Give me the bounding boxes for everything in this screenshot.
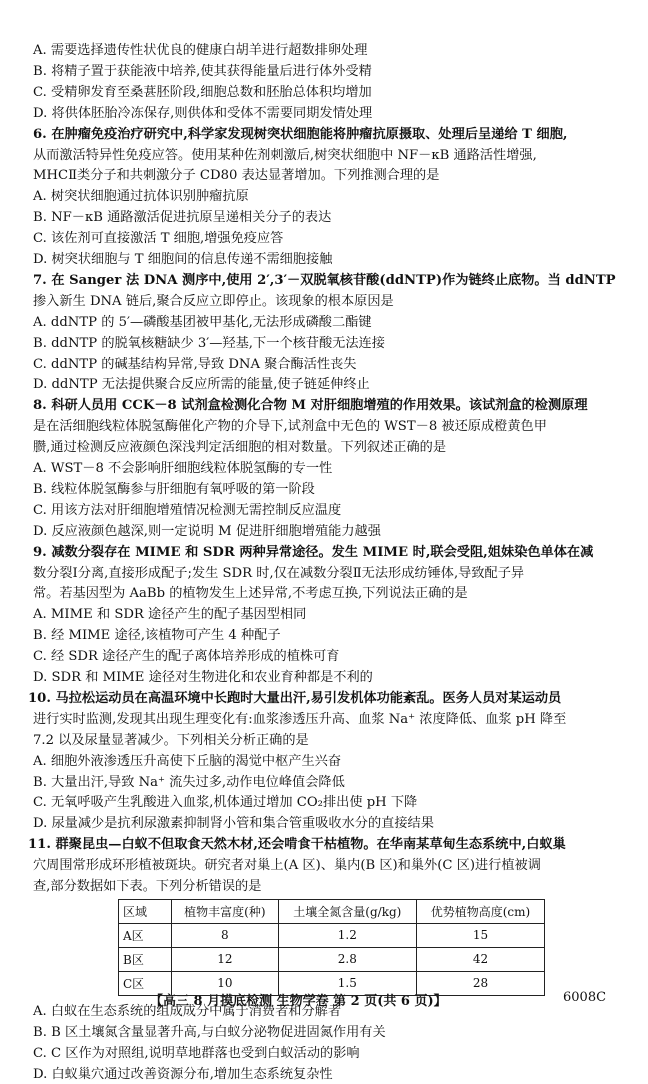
q9-option-d: D. SDR 和 MIME 途径对生物进化和农业育种都是不利的 [33,670,373,685]
q6-stem-line-2: 从而激活特异性免疫应答。使用某种佐剂刺激后,树突状细胞中 NF－κB 通路活性增强, [33,147,537,163]
q9-stem-line-3: 常。若基因型为 AaBb 的植物发生上述异常,不考虑互换,下列说法正确的是 [33,586,468,602]
table-row [119,947,545,971]
footer-title: 【高三 8 月摸底检测 生物学卷 第 2 页(共 6 页)】 [150,994,447,1009]
table-cell: B区 [119,947,172,971]
q9-option-a: A. MIME 和 SDR 途径产生的配子基因型相同 [33,607,307,623]
table-row [119,923,545,947]
table-cell: 1.5 [278,971,416,995]
table-cell: 15 [416,923,544,947]
q10-stem-line-2: 进行实时监测,发现其出现生理变化有:血浆渗透压升高、血浆 Na⁺ 浓度降低、血浆 pH 降至 [33,711,567,727]
q5-option-a: A. 需要选择遗传性状优良的健康白胡羊进行超数排卵处理 [33,43,368,58]
q11-option-c: C. C 区作为对照组,说明草地群落也受到白蚁活动的影响 [33,1045,360,1061]
table-cell: 12 [172,947,279,971]
q11-option-b: B. B 区土壤氮含量显著升高,与白蚁分泌物促进固氮作用有关 [33,1024,386,1040]
q7-stem-line-1: 7. 在 Sanger 法 DNA 测序中,使用 2′,3′－双脱氧核苷酸(ddNTP)作为链终止底物。当 ddNTP [33,272,616,288]
q11-option-d: D. 白蚁巢穴通过改善资源分布,增加生态系统复杂性 [33,1066,333,1082]
q11-stem-line-2: 穴周围常形成环形植被斑块。研究者对巢上(A 区)、巢内(B 区)和巢外(C 区)进行植被调 [33,858,541,874]
q10-option-b: B. 大量出汗,导致 Na⁺ 流失过多,动作电位峰值会降低 [33,774,345,790]
q7-option-b: B. ddNTP 的脱氧核糖缺少 3′—羟基,下一个核苷酸无法连接 [33,335,385,351]
q10-option-d: D. 尿量减少是抗利尿激素抑制肾小管和集合管重吸收水分的直接结果 [33,816,434,832]
q9-stem-line-2: 数分裂Ⅰ分离,直接形成配子;发生 SDR 时,仅在减数分裂Ⅱ无法形成纺锤体,导致配子异 [33,565,525,581]
q8-stem-line-3: 臜,通过检测反应液颜色深浅判定活细胞的相对数量。下列叙述正确的是 [33,440,447,456]
table-cell: C区 [119,971,172,995]
table-cell: 2.8 [278,947,416,971]
table-cell: 10 [172,971,279,995]
table-header-cell: 土壤全氮含量(g/kg) [278,899,416,923]
q10-option-a: A. 细胞外液渗透压升高使下丘脑的渴觉中枢产生兴奋 [33,753,342,769]
table-cell: 8 [172,923,279,947]
table-header-row [119,899,545,923]
q7-option-d: D. ddNTP 无法提供聚合反应所需的能量,使子链延伸终止 [33,377,370,393]
q8-stem-line-2: 是在活细胞线粒体脱氢酶催化产物的介导下,试剂盒中无色的 WST－8 被还原成橙黄色甲 [33,419,547,435]
q7-option-a: A. ddNTP 的 5′—磷酸基团被甲基化,无法形成磷酸二酯键 [33,314,372,330]
q5-option-d: D. 将供体胚胎冷冻保存,则供体和受体不需要同期发情处理 [33,105,373,121]
table-cell: 42 [416,947,544,971]
footer-code: 6008C [563,990,607,1005]
q11-stem-line-1: 11. 群聚昆虫—白蚁不但取食天然木材,还会啃食干枯植物。在华南某草甸生态系统中,白蚁巢 [28,837,566,853]
q8-option-a: A. WST－8 不会影响肝细胞线粒体脱氢酶的专一性 [33,461,333,476]
q8-option-c: C. 用该方法对肝细胞增殖情况检测无需控制反应温度 [33,502,342,518]
q5-option-b: B. 将精子置于获能液中培养,使其获得能量后进行体外受精 [33,63,372,79]
q6-option-a: A. 树突状细胞通过抗体识别肿瘤抗原 [33,189,249,205]
table-header-cell: 植物丰富度(种) [172,899,279,923]
table-header-cell: 优势植物高度(cm) [416,899,544,923]
q7-stem-line-2: 掺入新生 DNA 链后,聚合反应立即停止。该现象的根本原因是 [33,293,394,309]
q8-option-b: B. 线粒体脱氢酶参与肝细胞有氧呼吸的第一阶段 [33,481,315,497]
table-cell: 1.2 [278,923,416,947]
q6-option-c: C. 该佐剂可直接激活 T 细胞,增强免疫应答 [33,231,284,247]
q6-option-d: D. 树突状细胞与 T 细胞间的信息传递不需细胞接触 [33,252,333,267]
q9-stem-line-1: 9. 减数分裂存在 MIME 和 SDR 两种异常途径。发生 MIME 时,联会受阻,姐妹染色单体在减 [33,544,594,560]
q9-option-b: B. 经 MIME 途径,该植物可产生 4 种配子 [33,628,281,644]
q8-stem-line-1: 8. 科研人员用 CCK－8 试剂盒检测化合物 M 对肝细胞增殖的作用效果。该试剂盒的检测原理 [33,398,588,414]
q9-option-c: C. 经 SDR 途径产生的配子离体培养形成的植株可育 [33,649,340,665]
q8-option-d: D. 反应液颜色越深,则一定说明 M 促进肝细胞增殖能力越强 [33,523,381,539]
vegetation-survey-table [118,899,545,996]
q6-stem-line-3: MHCⅡ类分子和共刺激分子 CD80 表达显著增加。下列推测合理的是 [33,168,440,184]
table-cell: A区 [119,923,172,947]
table-cell: 28 [416,971,544,995]
q11-stem-line-3: 查,部分数据如下表。下列分析错误的是 [33,879,262,894]
q7-option-c: C. ddNTP 的碱基结构异常,导致 DNA 聚合酶活性丧失 [33,356,357,372]
table-row [119,971,545,995]
q6-stem-line-1: 6. 在肿瘤免疫治疗研究中,科学家发现树突状细胞能将肿瘤抗原摄取、处理后呈递给 T 细胞, [33,126,568,142]
q6-option-b: B. NF－κB 通路激活促进抗原呈递相关分子的表达 [33,210,332,226]
q10-option-c: C. 无氧呼吸产生乳酸进入血浆,机体通过增加 CO₂排出使 pH 下降 [33,795,418,811]
q11-option-a: A. 白蚁在生态系统的组成成分中属于消费者和分解者 [33,1003,342,1019]
table-header-cell: 区域 [119,899,172,923]
q10-stem-line-1: 10. 马拉松运动员在高温环境中长跑时大量出汗,易引发机体功能紊乱。医务人员对某运动员 [28,690,562,706]
q5-option-c: C. 受精卵发育至桑葚胚阶段,细胞总数和胚胎总体积均增加 [33,84,372,100]
q10-stem-line-3: 7.2 以及尿量显著减少。下列相关分析正确的是 [33,732,309,748]
